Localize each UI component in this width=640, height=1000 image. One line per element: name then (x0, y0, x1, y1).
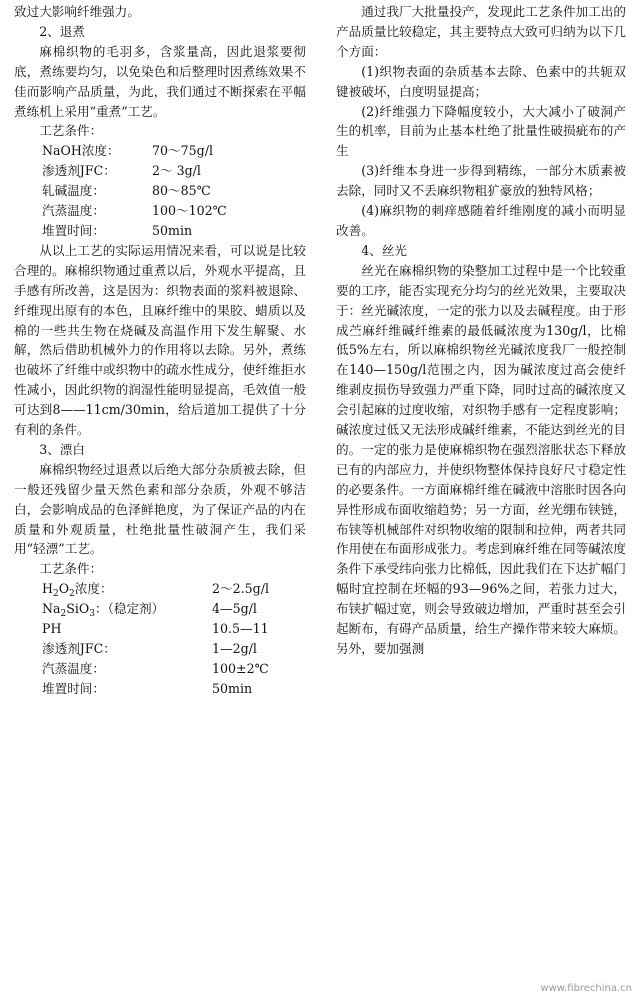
condition-row: 渗透剂JFC： 1—2g/l (42, 641, 257, 656)
condition-row: 堆置时间： 50min (42, 680, 253, 696)
section-heading-mercerizing: 4、丝光 (361, 242, 407, 258)
paragraph: 通过我厂大批量投产，发现此工艺条件加工出的产品质量比较稳定，其主要特点大致可归纳为以下几个方面： (336, 4, 626, 59)
condition-row: 堆置时间： 50min (42, 222, 193, 238)
condition-row: 渗透剂JFC： 2～ 3g/l (42, 163, 201, 179)
watermark: www.fibrechina.cn (540, 983, 632, 994)
paragraph: 从以上工艺的实际运用情况来看，可以说是比较合理的。麻棉织物通过重煮以后，外观水平提高，且手感有所改善，这是因为：织物表面的浆料被退除、纤维现出原有的本色，且麻纤维中的果胶、蜡质以及棉的一些共生物在烧碱及高温作用下发生解聚、水解，然后借助机械外力的作用将以去除。另外，煮练也破坏了纤维中或织物中的疏水性成分，使纤维拒水性减小，因此织物的润湿性能明显提高，毛效值一般可达到8——11cm/30min，给后道加工提供了十分有利的条件。 (14, 242, 306, 438)
condition-row: 汽蒸温度： 100±2℃ (42, 660, 269, 676)
paragraph: 致过大影响纤维强力。 (14, 4, 140, 19)
paragraph: 丝光在麻棉织物的染整加工过程中是一个比较重要的工序，能否实现充分均匀的丝光效果，主要取决于：丝光碱浓度，一定的张力以及去碱程度。由于形成苎麻纤维碱纤维素的最低碱浓度为130g/l，比棉低5%左右，所以麻棉织物丝光碱浓度我厂一般控制在140—150g/l范围之内，因为碱浓度过高会使纤维剥皮损伤导致强力严重下降，同时过高的碱浓度又会引起麻的过度收缩，对织物手感有一定程度影响；碱浓度过低又无法形成碱纤维素，不能达到丝光的目的。一定的张力是使麻棉织物在强烈溶胀状态下释放已有的内部应力，并使织物整体保持良好尺寸稳定性的必要条件。一方面麻棉纤维在碱液中溶胀时因各向异性形成布面收缩趋势；另一方面，丝光绷布铗链，布铗等机械部件对织物收缩的限制和拉伸，两者共同作用使在布面形成张力。考虑到麻纤维在同等碱浓度条件下承受纬向张力比棉低，因此我们在下达扩幅门幅时宜控制在坯幅的93—96%之间，若张力过大，布铗扩幅过宽，则会导致破边增加，严重时甚至会引起断布，有碍产品质量，给生产操作带来较大麻烦。另外，要加强测 (336, 262, 626, 656)
condition-row: NaOH浓度： 70～75g/l (42, 143, 213, 159)
section-heading-scouring: 2、退煮 (39, 23, 85, 39)
list-item: (4)麻织物的刺痒感随着纤维刚度的减小而明显改善。 (336, 203, 626, 238)
conditions-title: 工艺条件： (39, 561, 103, 577)
list-item: (1)织物表面的杂质基本去除、色素中的共轭双键被破坏，白度明显提高； (336, 63, 626, 99)
right-column (336, 2, 626, 659)
condition-row: 汽蒸温度： 100～102℃ (42, 203, 227, 219)
conditions-list-bleaching (14, 579, 306, 698)
paragraph: 麻棉织物经过退煮以后绝大部分杂质被去除，但一般还残留少量天然色素和部分杂质，外观不够洁白，会影响成品的色泽鲜艳度，为了保证产品的内在质量和外观质量，杜绝批量性破洞产生，我们采用“轻漂”工艺。 (14, 461, 306, 557)
section-heading-bleaching: 3、漂白 (39, 441, 85, 457)
condition-row: $H_2O_2$浓度： 2～2.5g/l (42, 581, 269, 600)
condition-row: 轧碱温度： 80～85℃ (42, 183, 211, 199)
conditions-list-scouring (14, 141, 306, 241)
conditions-title: 工艺条件： (39, 123, 103, 139)
condition-row: PH 10.5—11 (42, 621, 269, 637)
left-column (14, 2, 306, 699)
list-item: (2)纤维强力下降幅度较小，大大减小了破洞产生的机率，目前为止基本杜绝了批量性破损疵布的产生 (336, 103, 626, 159)
condition-row: $Na_2SiO_3$：（稳定剂） 4—5g/l (42, 601, 257, 620)
paragraph: 麻棉织物的毛羽多，含浆量高，因此退浆要彻底，煮练要均匀，以免染色和后整理时因煮练效果不佳而影响产品质量，为此，我们通过不断探索在平幅煮练机上采用“重煮”工艺。 (14, 43, 306, 119)
list-item: (3)纤维本身进一步得到精练，一部分木质素被去除，同时又不丢麻织物粗犷豪放的独特风格； (336, 163, 626, 199)
